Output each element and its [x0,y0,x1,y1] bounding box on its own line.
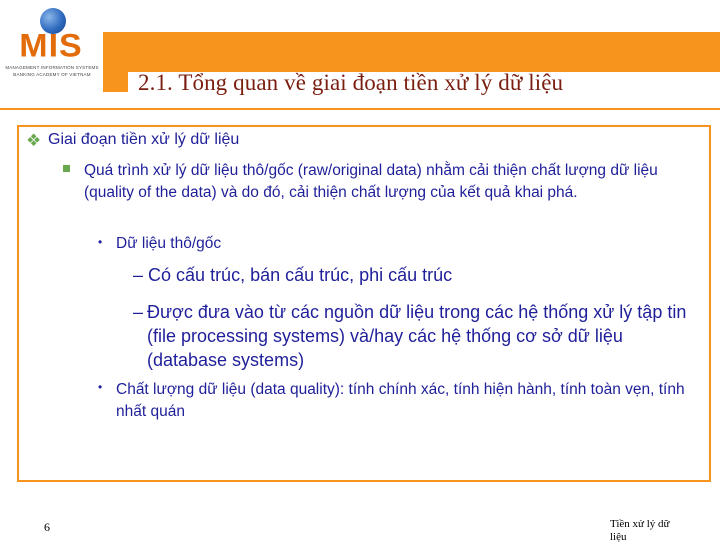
bullet-level4-structure [133,265,452,286]
logo-text: MIS [19,27,83,65]
page-number: 6 [44,520,50,534]
square-bullet-icon [63,165,70,172]
bullet-level3-raw-data: Dữ liệu thô/gốc [116,235,222,252]
bullet-level3-data-quality: Chất lượng dữ liệu (data quality): tính chính xác, tính hiện hành, tính toàn vẹn, tính nhất quán [116,381,685,420]
bullet-level2: Quá trình xử lý dữ liệu thô/gốc (raw/original data) nhằm cải thiện chất lượng dữ liệu (quality of the data) và do đó, cải thiện chất lượng của kết quả khai phá. [84,162,658,201]
diamond-bullet-icon: ❖ [26,131,42,150]
dash-icon: – [133,265,144,285]
title-divider [0,108,720,110]
dot-bullet-icon: • [98,380,103,394]
bullet-level1: Giai đoạn tiền xử lý dữ liệu [48,131,240,148]
mis-logo [3,8,99,78]
bullet-level4-structure-text: Có cấu trúc, bán cấu trúc, phi cấu trúc [148,265,453,285]
dash-icon: – [133,302,144,322]
footer-label: Tiền xử lý dữ liệu [610,518,670,543]
logo-subtitle-1: MANAGEMENT INFORMATION SYSTEMS [5,65,99,70]
bullet-level4-sources-text: Được đưa vào từ các nguồn dữ liệu trong các hệ thống xử lý tập tin (file processing systems) và/hay các hệ thống cơ sở dữ liệu (database systems) [147,302,687,370]
dot-bullet-icon: • [98,235,103,249]
bullet-level4-sources [133,300,703,372]
logo-subtitle-2: BANKING ACADEMY OF VIETNAM [13,72,91,77]
slide-title: 2.1. Tổng quan về giai đoạn tiền xử lý dữ liệu [138,70,564,95]
